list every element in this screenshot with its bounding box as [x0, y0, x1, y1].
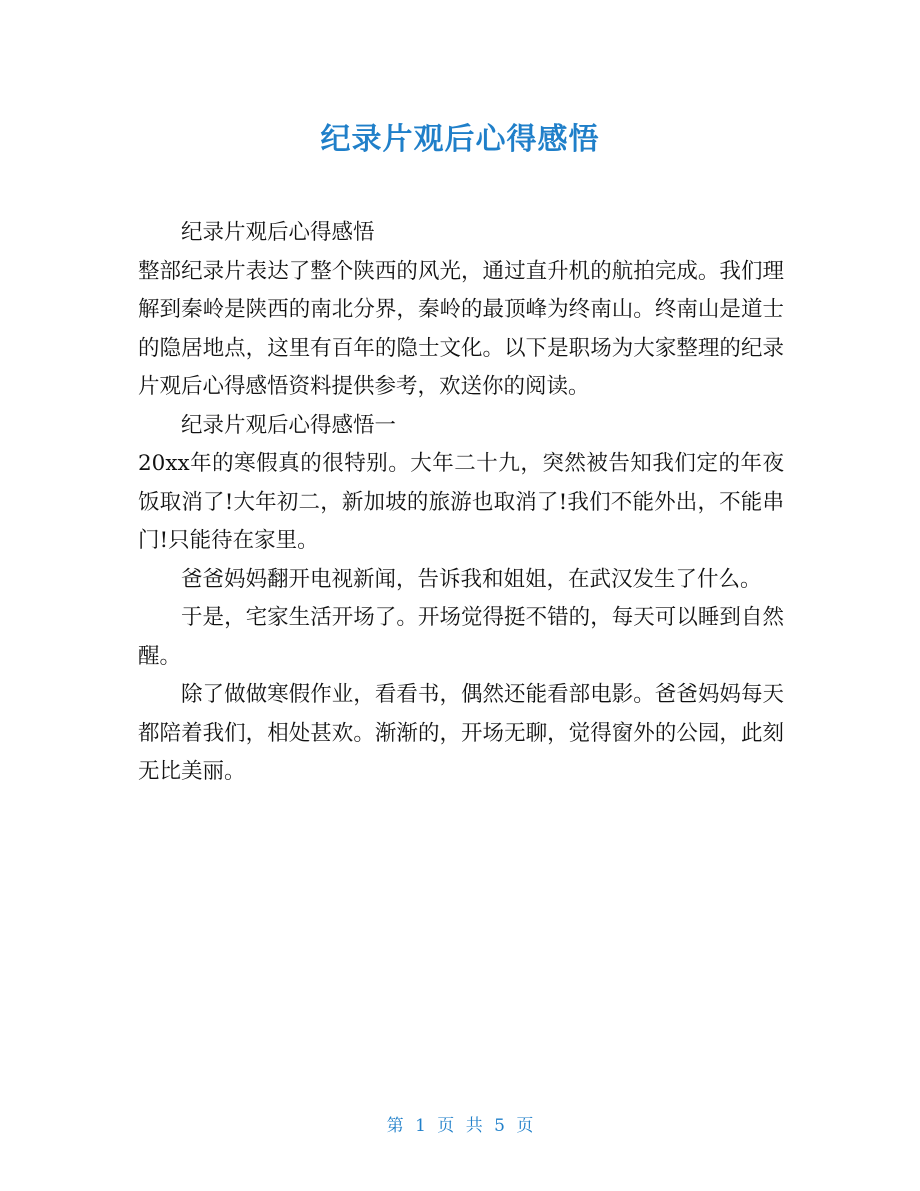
document-title: 纪录片观后心得感悟 [320, 122, 600, 157]
paragraph-section-heading: 纪录片观后心得感悟一 [181, 412, 397, 438]
paragraph-heading: 纪录片观后心得感悟 [181, 220, 375, 245]
paragraph: 除了做做寒假作业，看看书，偶然还能看部电影。爸爸妈妈每天都陪着我们，相处甚欢。渐渐的，开场无聊，觉得窗外的公园，此刻无比美丽。 [138, 682, 784, 784]
paragraph: 爸爸妈妈翻开电视新闻，告诉我和姐姐，在武汉发生了什么。 [181, 566, 762, 592]
page-number-footer: 第 1 页 共 5 页 [386, 1116, 534, 1136]
paragraph-intro: 整部纪录片表达了整个陕西的风光，通过直升机的航拍完成。我们理解到秦岭是陕西的南北分界，秦岭的最顶峰为终南山。终南山是道士的隐居地点，这里有百年的隐士文化。以下是职场为大家整理的纪录片观后心得感悟资料提供参考，欢送你的阅读。 [138, 258, 784, 399]
document-body [138, 214, 784, 792]
paragraph: 20xx年的寒假真的很特别。大年二十九，突然被告知我们定的年夜饭取消了!大年初二，新加坡的旅游也取消了!我们不能外出，不能串门!只能待在家里。 [138, 451, 784, 553]
paragraph: 于是，宅家生活开场了。开场觉得挺不错的，每天可以睡到自然醒。 [138, 605, 784, 669]
